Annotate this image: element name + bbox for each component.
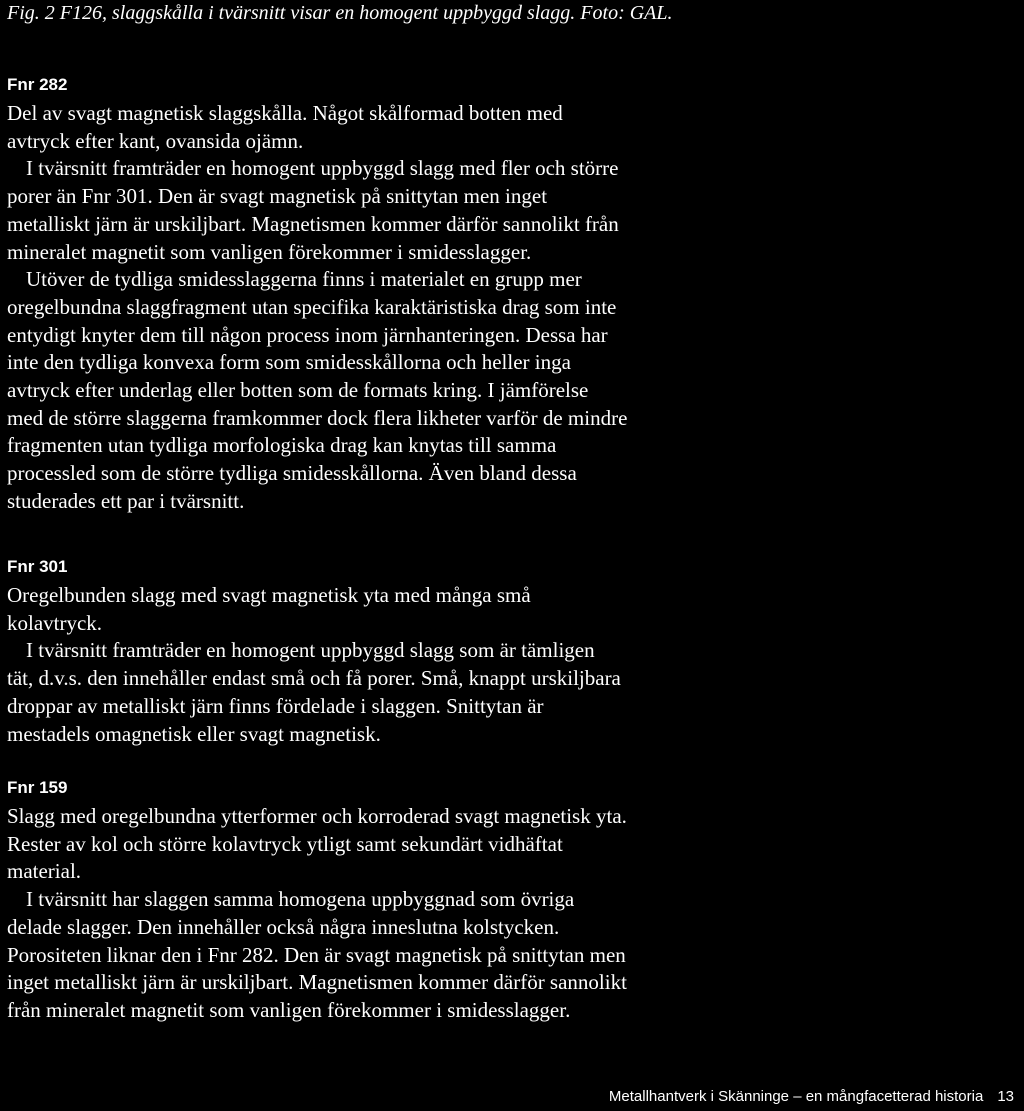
figure-caption: Fig. 2 F126, slaggskålla i tvärsnitt visar en homogent uppbyggd slagg. Foto: GAL. xyxy=(7,2,673,24)
paragraph: Oregelbunden slagg med svagt magnetisk yta med många små kolavtryck. xyxy=(7,583,531,635)
section-fnr-282 xyxy=(7,74,1017,516)
page-number: 13 xyxy=(997,1088,1014,1105)
paragraph: I tvärsnitt har slaggen samma homogena uppbyggnad som övriga delade slagger. Den innehåller också några inneslutna kolstycken. Porositeten liknar den i Fnr 282. Den är svagt magnetisk på snittytan men inget metalliskt järn är urskiljbart. Magnetismen kommer därför sannolikt från mineralet magnetit som vanligen förekommer i smidesslagger. xyxy=(7,887,627,1022)
paragraph: Slagg med oregelbundna ytterformer och korroderad svagt magnetisk yta. Rester av kol och större kolavtryck ytligt samt sekundärt vidhäftat material. xyxy=(7,804,627,884)
page-footer xyxy=(609,1088,1014,1106)
section-heading: Fnr 301 xyxy=(7,557,68,576)
paragraph: I tvärsnitt framträder en homogent uppbyggd slagg med fler och större porer än Fnr 301. Den är svagt magnetisk på snittytan men inget metalliskt järn är urskiljbart. Magnetismen kommer därför sannolikt från mineralet magnetit som vanligen förekommer i smidesslagger. xyxy=(7,156,619,264)
section-heading: Fnr 159 xyxy=(7,778,68,797)
section-fnr-301 xyxy=(7,556,1017,748)
paragraph: Del av svagt magnetisk slaggskålla. Något skålformad botten med avtryck efter kant, ovansida ojämn. xyxy=(7,101,563,153)
paragraph: I tvärsnitt framträder en homogent uppbyggd slagg som är tämligen tät, d.v.s. den innehåller endast små och få porer. Små, knappt urskiljbara droppar av metalliskt järn finns fördelade i slaggen. Snittytan är mestadels omagnetisk eller svagt magnetisk. xyxy=(7,638,621,746)
paragraph: Utöver de tydliga smidesslaggerna finns i materialet en grupp mer oregelbundna slaggfragment utan specifika karaktäristiska drag som inte entydigt knyter dem till någon process inom järnhanteringen. Dessa har inte den tydliga konvexa form som smidesskållorna och heller inga avtryck efter underlag eller botten som de formats kring. I jämförelse med de större slaggerna framkommer dock flera likheter varför de mindre fragmenten utan tydliga morfologiska drag kan knytas till samma processled som de större tydliga smidesskållorna. Även bland dessa studerades ett par i tvärsnitt. xyxy=(7,267,628,513)
footer-title: Metallhantverk i Skänninge – en mångfacetterad historia xyxy=(608,1088,984,1105)
section-fnr-159 xyxy=(7,777,1017,1025)
section-heading: Fnr 282 xyxy=(7,75,68,94)
